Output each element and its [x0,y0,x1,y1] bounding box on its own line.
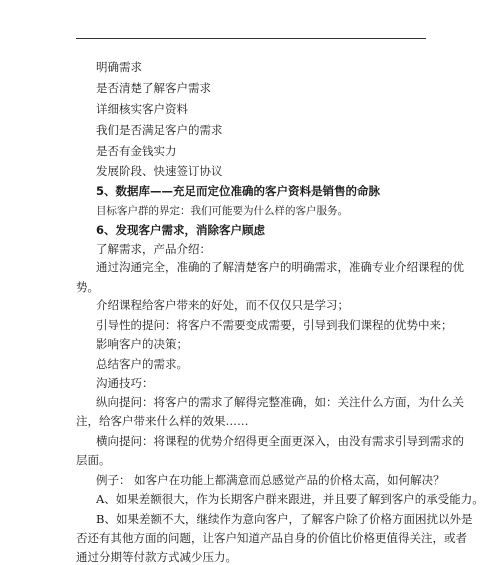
text-line: 发展阶段、快速签订协议 [96,164,223,178]
text-line: 是否有金钱实力 [96,144,177,158]
text-line: 目标客户群的界定：我们可能要为什么样的客户服务。 [96,205,348,217]
text-line: 纵向提问：将客户的需求了解得完整准确，如：关注什么方面，为什么关 [96,395,464,409]
text-line: 例子： 如客户在功能上都满意而总感觉产品的价格太高，如何解决？ [96,473,445,487]
text-line: 通过分期等付款方式减少压力。 [76,550,237,564]
text-line: 我们是否满足客户的需求 [96,123,223,137]
text-line: 引导性的提问：将客户不需要变成需要，引导到我们课程的优势中来； [96,318,453,332]
text-line: A、如果差额很大，作为长期客户群来跟进，并且要了解到客户的承受能力。 [96,492,484,506]
text-line: 总结客户的需求。 [96,357,188,371]
text-line: 是否清楚了解客户需求 [96,81,211,95]
text-line: 否还有其他方面的问题，让客户知道产品自身的价值比价格更值得关注，或者 [76,531,467,545]
text-line: 横向提问：将课程的优势介绍得更全面更深入，由没有需求引导到需求的 [96,434,464,448]
section-heading: 6、发现客户需求，消除客户顾虑 [96,223,265,237]
text-line: 影响客户的决策； [96,337,188,351]
section-heading: 5、数据库——充足而定位准确的客户资料是销售的命脉 [96,184,380,198]
text-line: 注，给客户带来什么样的效果…… [76,414,249,428]
text-line: B、如果差额不大，继续作为意向客户，了解客户除了价格方面困扰以外是 [96,512,473,526]
text-line: 层面。 [76,453,111,467]
text-line: 明确需求 [96,60,142,74]
text-line: 通过沟通完全，准确的了解清楚客户的明确需求，准确专业介绍课程的优 [96,260,464,274]
header-rule [76,38,426,39]
text-line: 详细核实客户资料 [96,102,188,116]
text-line: 了解需求，产品介绍： [96,242,211,256]
text-line: 势。 [76,280,99,294]
text-line: 沟通技巧： [96,376,154,390]
text-line: 介绍课程给客户带来的好处，而不仅仅只是学习； [96,298,349,312]
